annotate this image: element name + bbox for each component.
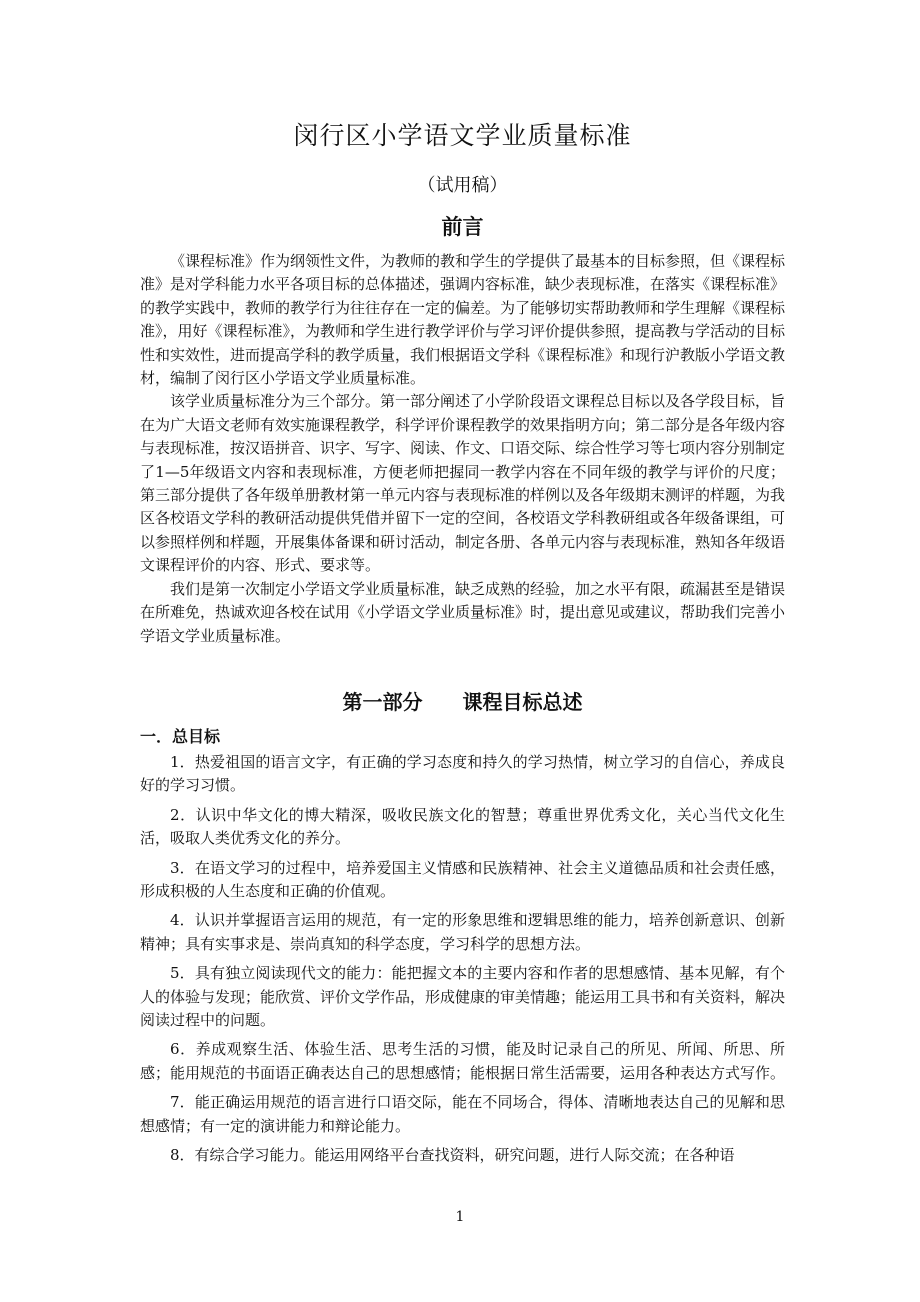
- goal-item: 7．能正确运用规范的语言进行口语交际，能在不同场合，得体、清晰地表达自己的见解和思想感情；有一定的演讲能力和辩论能力。: [140, 1093, 785, 1135]
- goal-item: 2．认识中华文化的博大精深，吸收民族文化的智慧；尊重世界优秀文化，关心当代文化生活，吸取人类优秀文化的养分。: [140, 805, 785, 848]
- preface-paragraph: 该学业质量标准分为三个部分。第一部分阐述了小学阶段语文课程总目标以及各学段目标，旨在为广大语文老师有效实施课程教学，科学评价课程教学的效果指明方向；第二部分是各年级内容与表现标准，按汉语拼音、识字、写字、阅读、作文、口语交际、综合性学习等七项内容分别制定了1—5年级语文内容和表现标准，方便老师把握同一教学内容在不同年级的教学与评价的尺度；第三部分提供了各年级单册教材第一单元内容与表现标准的样例以及各年级期末测评的样题，为我区各校语文学科的教研活动提供凭借并留下一定的空间，各校语文学科教研组或各年级备课组，可以参照样例和样题，开展集体备课和研讨活动，制定各册、各单元内容与表现标准，熟知各年级语文课程评价的内容、形式、要求等。: [140, 392, 786, 575]
- page-number: 1: [455, 1209, 465, 1225]
- preface-heading: 前言: [441, 215, 484, 239]
- section-title-overall-goals: 一．总目标: [140, 726, 221, 746]
- part-one-title: 第一部分 课程目标总述: [342, 689, 583, 714]
- document-subtitle: （试用稿）: [417, 175, 508, 196]
- goal-item: 6．养成观察生活、体验生活、思考生活的习惯，能及时记录自己的所见、所闻、所思、所感；能用规范的书面语正确表达自己的思想感情；能根据日常生活需要，运用各种表达方式写作。: [140, 1040, 786, 1082]
- goal-item: 5．具有独立阅读现代文的能力：能把握文本的主要内容和作者的思想感情、基本见解，有个人的体验与发现；能欣赏、评价文学作品，形成健康的审美情趣；能运用工具书和有关资料，解决阅读过程中的问题。: [140, 964, 786, 1029]
- goal-item: 4．认识并掌握语言运用的规范，有一定的形象思维和逻辑思维的能力，培养创新意识、创新精神；具有实事求是、崇尚真知的科学态度，学习科学的思想方法。: [140, 911, 785, 953]
- preface-paragraph: 《课程标准》作为纲领性文件，为教师的教和学生的学提供了最基本的目标参照，但《课程标准》是对学科能力水平各项目标的总体描述，强调内容标准，缺少表现标准，在落实《课程标准》的教学实践中，教师的教学行为往往存在一定的偏差。为了能够切实帮助教师和学生理解《课程标准》，用好《课程标准》，为教师和学生进行教学评价与学习评价提供参照，提高教与学活动的目标性和实效性，进而提高学科的教学质量，我们根据语文学科《课程标准》和现行沪教版小学语文教材，编制了闵行区小学语文学业质量标准。: [140, 252, 786, 388]
- goal-item: 8．有综合学习能力。能运用网络平台查找资料，研究问题，进行人际交流；在各种语: [170, 1146, 735, 1164]
- goal-item: 3．在语文学习的过程中，培养爱国主义情感和民族精神、社会主义道德品质和社会责任感，形成积极的人生态度和正确的价值观。: [140, 858, 785, 900]
- page-content: [140, 118, 785, 1173]
- goal-item: 1．热爱祖国的语言文字，有正确的学习态度和持久的学习热情，树立学习的自信心，养成良好的学习习惯。: [140, 752, 785, 795]
- preface-paragraph: 我们是第一次制定小学语文学业质量标准，缺乏成熟的经验，加之水平有限，疏漏甚至是错误在所难免，热诚欢迎各校在试用《小学语文学业质量标准》时，提出意见或建议，帮助我们完善小学语文学业质量标准。: [140, 579, 786, 645]
- document-title: 闵行区小学语文学业质量标准: [293, 121, 632, 150]
